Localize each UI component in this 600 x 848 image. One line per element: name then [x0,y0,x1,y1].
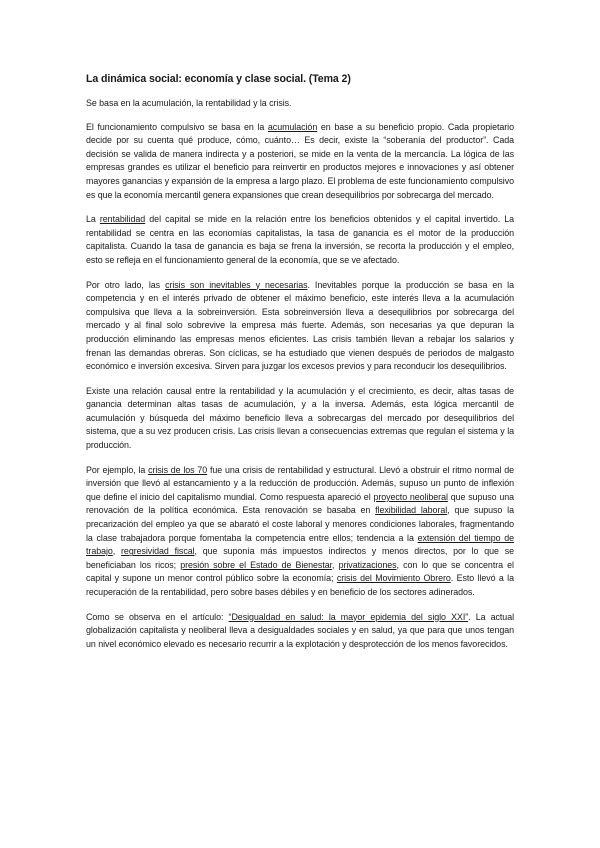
document-title: La dinámica social: economía y clase social. (Tema 2) [86,73,351,85]
intro-paragraph: Se basa en la acumulación, la rentabilidad y la crisis. [86,98,292,108]
paragraph-crisis: Por otro lado, las crisis son inevitables y necesarias. Inevitables porque la producción se basa en la competencia y en el interés privado de obtener el máximo beneficio, este interés lleva a la acumulación compulsiva que lleva a la sobreinversión. Esta sobreinversión lleva a desequilibrios por sobrecarga del mercado y al final solo sobrevive la empresa más fuerte. Además, son necesarias ya que depuran la producción eliminando las empresas menos eficientes. Las crisis también llevan a rebajar los salarios y frenan las demandas obreras. Son cíclicas, se ha estudiado que vienen después de periodos de malgasto económico e inversión excesiva. Sirven para juzgar los excesos previos y para reconducir los desequilibrios. [86,279,514,372]
paragraph-articulo: Como se observa en el artículo: “Desigualdad en salud: la mayor epidemia del siglo XXI”. La actual globalización capitalista y neoliberal lleva a desigualdades sociales y en salud, ya que para que unos tengan un nivel económico elevado es necesario recurrir a la explotación y desprotección de los menos favorecidos. [86,611,514,649]
term-crisis-movimiento-obrero: crisis del Movimiento Obrero [336,573,451,584]
term-acumulacion: acumulación [267,121,318,132]
term-rentabilidad: rentabilidad [99,214,146,225]
term-privatizaciones: privatizaciones [338,559,397,570]
paragraph-relacion-causal: Existe una relación causal entre la rentabilidad y la acumulación y el crecimiento, es decir, altas tasas de ganancia determinan altas tasas de acumulación, y a la inversa. Además, esta lógica mercantil de acumulación y búsqueda del máximo beneficio lleva a sobrecargas del mercado por desequilibrios del sistema, que a su vez producen crisis. Las crisis llevan a consecuencias extremas que regulan el sistema y la producción. [86,385,514,451]
article-link: “Desigualdad en salud: la mayor epidemia del siglo XXI” [228,611,469,622]
term-extension-tiempo: extensión del tiempo de trabajo [86,532,515,557]
paragraph-crisis-70: Por ejemplo, la crisis de los 70 fue una crisis de rentabilidad y estructural. Llevó a obstruir el ritmo normal de inversión que llevó al estancamiento y a la reducción de producción. Además, supuso un punto de inflexión que define el inicio del capitalismo mundial. Como respuesta apareció el proyecto neoliberal que supuso una renovación de la política económica. Esta renovación se basaba en flexibilidad laboral, que supuso la precarización del empleo ya que se abarató el coste laboral y menores condiciones laborales, fragmentando la clase trabajadora porque fomentaba la competencia entre ellos; tendencia a la extensión del tiempo de trabajo, regresividad fiscal, que suponía más impuestos indirectos y menos directos, por lo que se beneficiaban los ricos; presión sobre el Estado de Bienestar, privatizaciones, con lo que se concentra el capital y supone un menor control público sobre la economía; crisis del Movimiento Obrero. Esto llevó a la recuperación de la rentabilidad, pero sobre bases débiles y en beneficio de los sectores adinerados. [86,464,515,597]
paragraph-rentabilidad: La rentabilidad del capital se mide en la relación entre los beneficios obtenidos y el capital invertido. La rentabilidad se centra en las economías capitalistas, la tasa de ganancia es el motor de la producción capitalista. Cuando la tasa de ganancia es baja se frena la inversión, se recorta la producción y el empleo, esto se refleja en el funcionamiento general de la economía, que se ve afectado. [86,214,514,265]
term-regresividad-fiscal: regresividad fiscal [121,546,195,557]
paragraph-acumulacion: El funcionamiento compulsivo se basa en la acumulación en base a su beneficio propio. Cada propietario decide por su cuenta qué produce, cómo, cuánto… Es decir, existe la “soberanía del productor”. Cada decisión se valida de manera indirecta y a posteriori, se mide en la venta de la mercancía. La lógica de las empresas grandes es utilizar el beneficio para reinvertir en productos mejores e innovaciones y así obtener mayores ganancias y expansión de la empresa a largo plazo. El problema de este funcionamiento compulsivo es que la economía mercantil genera expansiones que crean desequilibrios por sobrecarga del mercado. [86,121,514,200]
term-proyecto-neoliberal: proyecto neoliberal [373,491,448,502]
term-presion-estado: presión sobre el Estado de Bienestar [180,559,333,570]
term-crisis-70: crisis de los 70 [148,464,208,475]
term-crisis: crisis son inevitables y necesarias [165,279,308,290]
term-flexibilidad-laboral: flexibilidad laboral [375,505,448,516]
